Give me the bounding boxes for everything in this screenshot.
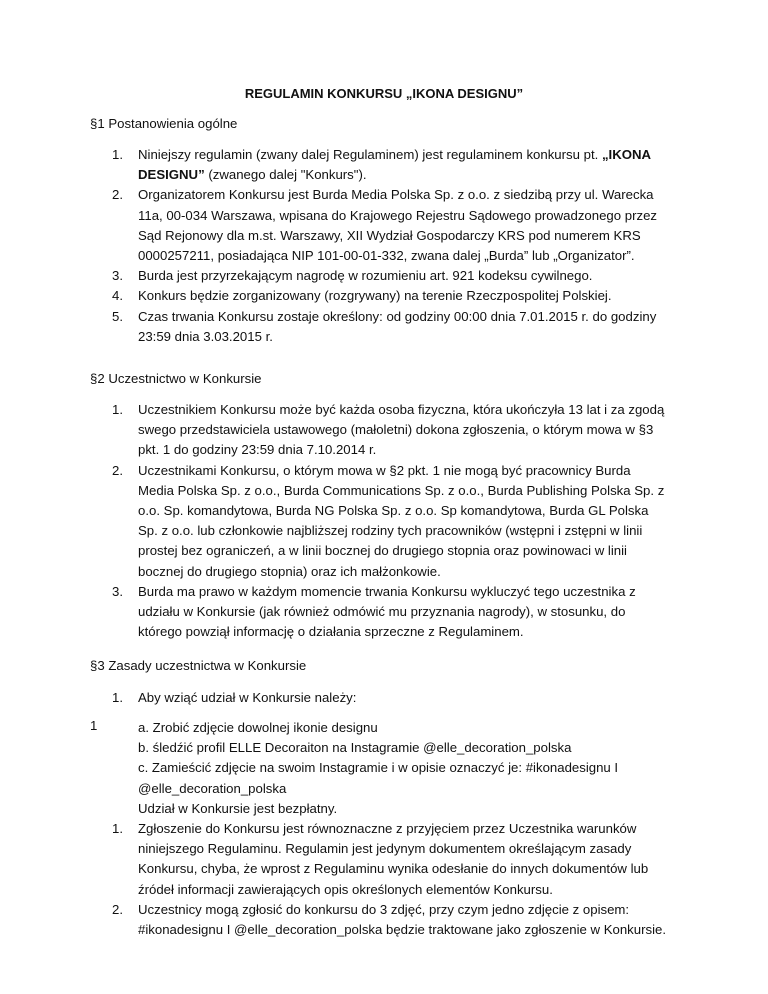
section-3-intro-list bbox=[90, 688, 670, 708]
document-title: REGULAMIN KONKURSU „IKONA DESIGNU” bbox=[244, 86, 524, 101]
list-item bbox=[90, 819, 670, 900]
item-number: 1. bbox=[112, 690, 123, 705]
item-text: Uczestnikiem Konkursu może być każda osoba fizyczna, która ukończyła 13 lat i za zgodą swego przedstawiciela ustawowego (małoletni) dokona zgłoszenia, o którym mowa w §3 pkt. 1 do godziny 23:59 dnia 7.10.2014 r. bbox=[138, 402, 665, 458]
free-participation-note: Udział w Konkursie jest bezpłatny. bbox=[138, 800, 338, 816]
section-3-list bbox=[90, 819, 670, 940]
sub-list-marker: 1 bbox=[90, 718, 98, 733]
contest-name: „IKONA DESIGNU” bbox=[138, 147, 651, 183]
item-number: 3. bbox=[112, 268, 123, 284]
section-1-heading: §1 Postanowienia ogólne bbox=[90, 116, 238, 131]
list-item bbox=[90, 688, 670, 708]
item-text: Niniejszy regulamin (zwany dalej Regulaminem) jest regulaminem konkursu pt. bbox=[138, 147, 602, 162]
list-item bbox=[90, 145, 670, 185]
item-number: 5. bbox=[112, 308, 123, 324]
list-item bbox=[90, 400, 670, 461]
item-number: 2. bbox=[112, 901, 123, 917]
list-item bbox=[90, 461, 670, 582]
item-number: 4. bbox=[112, 288, 123, 304]
item-number: 2. bbox=[112, 462, 123, 478]
section-2-list bbox=[90, 400, 670, 642]
item-number: 1. bbox=[112, 821, 123, 836]
item-number: 3. bbox=[112, 583, 123, 599]
section-1-list bbox=[90, 145, 670, 347]
item-text: Konkurs będzie zorganizowany (rozgrywany) na terenie Rzeczpospolitej Polskiej. bbox=[138, 288, 612, 304]
list-item bbox=[90, 185, 670, 266]
item-text: Zgłoszenie do Konkursu jest równoznaczne z przyjęciem przez Uczestnika warunków niniejszego Regulaminu. Regulamin jest jedynym dokumentem określającym zasady Konkursu, chyba, że wprost z Regulaminu wynika odesłanie do innych dokumentów lub źródeł informacji zawierających opis określonych elementów Konkursu. bbox=[138, 821, 649, 897]
item-number: 1. bbox=[112, 402, 123, 417]
sub-item-c: c. Zamieścić zdjęcie na swoim Instagramie i w opisie oznaczyć je: #ikonadesignu I bbox=[138, 760, 619, 776]
list-item bbox=[90, 286, 670, 306]
item-number: 2. bbox=[112, 187, 123, 203]
sub-item-c-cont: @elle_decoration_polska bbox=[138, 780, 287, 796]
list-item bbox=[90, 582, 670, 643]
item-text-end: (zwanego dalej "Konkurs"). bbox=[204, 167, 367, 183]
item-text: Czas trwania Konkursu zostaje określony: od godziny 00:00 dnia 7.01.2015 r. do godziny 23:59 dnia 3.03.2015 r. bbox=[138, 308, 657, 344]
item-text: Burda jest przyrzekającym nagrodę w rozumieniu art. 921 kodeksu cywilnego. bbox=[138, 268, 593, 284]
section-3-sub-list bbox=[138, 718, 678, 819]
section-2-heading: §2 Uczestnictwo w Konkursie bbox=[90, 371, 262, 386]
item-text: Uczestnicy mogą zgłosić do konkursu do 3 zdjęć, przy czym jedno zdjęcie z opisem: #ikonadesignu I @elle_decoration_polska będzie traktowane jako zgłoszenie w Konkursie. bbox=[138, 901, 667, 938]
item-text: Uczestnikami Konkursu, o którym mowa w §2 pkt. 1 nie mogą być pracownicy Burda Media Polska Sp. z o.o., Burda Communications Sp. z o.o., Burda Publishing Polska Sp. z o.o. Sp. komandytowa, Burda NG Polska Sp. z o.o. Sp komandytowa, Burda GL Polska Sp. z o.o. lub członkowie najbliższej rodziny tych pracowników (wstępni i zstępni w linii prostej bez ograniczeń, a w linii bocznej do drugiego stopnia oraz powinowaci w linii bocznej do drugiego stopnia) oraz ich małżonkowie. bbox=[138, 462, 665, 579]
item-text: Burda ma prawo w każdym momencie trwania Konkursu wykluczyć tego uczestnika z udziału w Konkursie (jak również odmówić mu przyznania nagrody), w stosunku, do którego powziął informację o działania sprzeczne z Regulaminem. bbox=[138, 583, 636, 640]
sub-item-a: a. Zrobić zdjęcie dowolnej ikonie designu bbox=[138, 720, 378, 735]
item-text: Organizatorem Konkursu jest Burda Media Polska Sp. z o.o. z siedzibą przy ul. Warecka 11a, 00-034 Warszawa, wpisana do Krajowego Rejestru Sądowego prowadzonego przez Sąd Rejonowy dla m.st. Warszawy, XII Wydział Gospodarczy KRS pod numerem KRS 0000257211, posiadająca NIP 101-00-01-332, zwana dalej „Burda” lub „Organizator”. bbox=[138, 187, 658, 264]
item-text: Aby wziąć udział w Konkursie należy: bbox=[138, 690, 357, 705]
list-item bbox=[90, 266, 670, 286]
list-item bbox=[90, 900, 670, 940]
list-item bbox=[90, 307, 670, 347]
sub-item-b: b. śledźić profil ELLE Decoraiton na Instagramie @elle_decoration_polska bbox=[138, 740, 572, 756]
item-number: 1. bbox=[112, 147, 123, 162]
section-3-heading: §3 Zasady uczestnictwa w Konkursie bbox=[90, 658, 307, 673]
